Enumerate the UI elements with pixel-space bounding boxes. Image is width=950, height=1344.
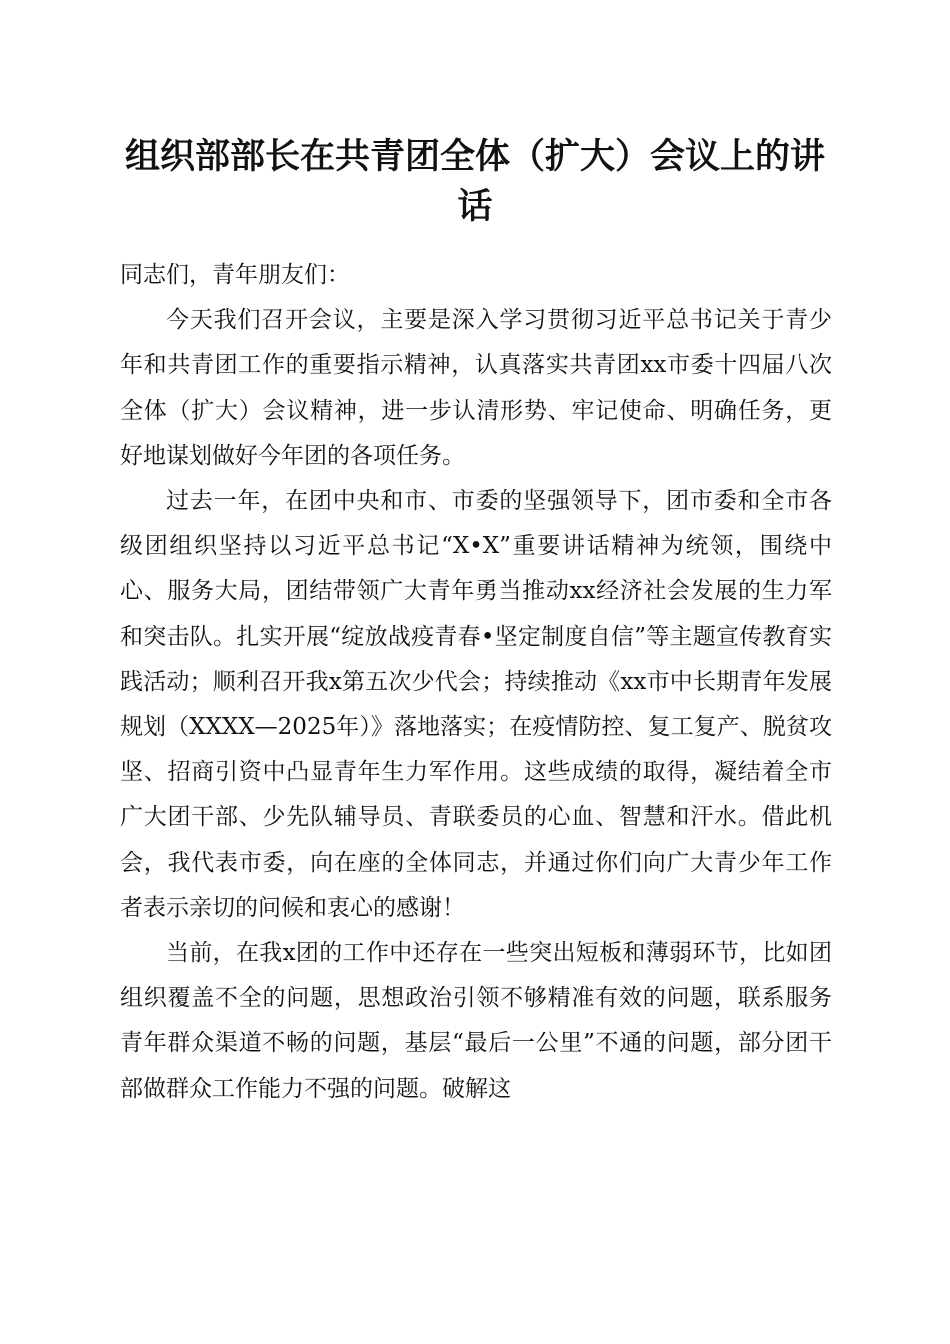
salutation: 同志们，青年朋友们： (120, 262, 350, 288)
document-title: 组织部部长在共青团全体（扩大）会议上的讲话 (124, 136, 825, 227)
paragraph-problems: 当前，在我x团的工作中还存在一些突出短板和薄弱环节，比如团组织覆盖不全的问题，思想政治引领不够精准有效的问题，联系服务青年群众渠道不畅的问题，基层“最后一公里”不通的问题，部分团干部做群众工作能力不强的问题。破解这 (120, 940, 832, 1102)
paragraph-achievements: 过去一年，在团中央和市、市委的坚强领导下，团市委和全市各级团组织坚持以习近平总书记“X•X”重要讲话精神为统领，围绕中心、服务大局，团结带领广大青年勇当推动xx经济社会发展的生力军和突击队。扎实开展“绽放战疫青春•坚定制度自信”等主题宣传教育实践活动；顺利召开我x第五次少代会；持续推动《xx市中长期青年发展规划（XXXX—2025年）》落地落实；在疫情防控、复工复产、脱贫攻坚、招商引资中凸显青年生力军作用。这些成绩的取得，凝结着全市广大团干部、少先队辅导员、青联委员的心血、智慧和汗水。借此机会，我代表市委，向在座的全体同志，并通过你们向广大青少年工作者表示亲切的问候和衷心的感谢！ (120, 488, 832, 921)
document-body (120, 253, 832, 1112)
paragraph-intro: 今天我们召开会议，主要是深入学习贯彻习近平总书记关于青少年和共青团工作的重要指示精神，认真落实共青团xx市委十四届八次全体（扩大）会议精神，进一步认清形势、牢记使命、明确任务，更好地谋划做好今年团的各项任务。 (120, 307, 832, 469)
